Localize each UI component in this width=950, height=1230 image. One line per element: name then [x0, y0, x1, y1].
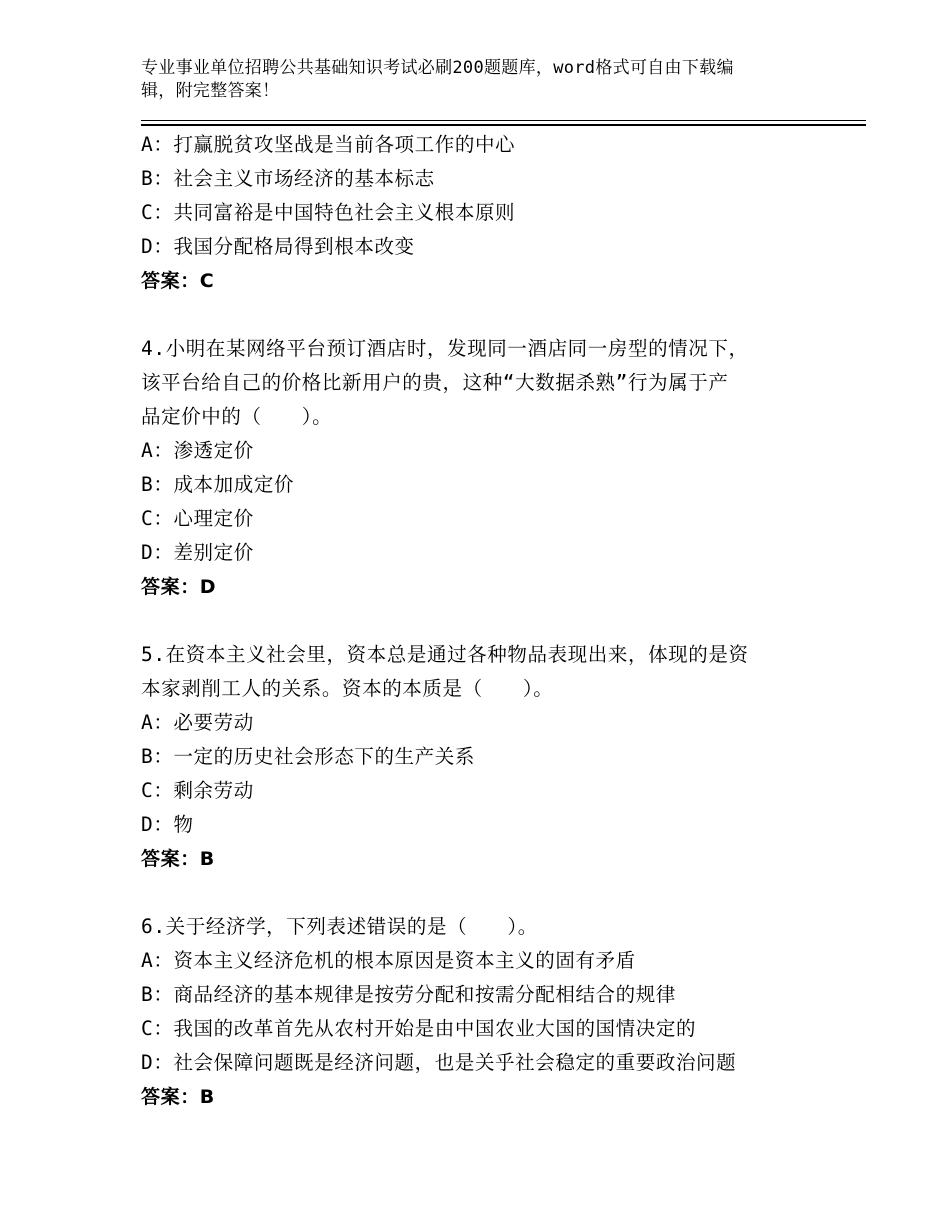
option-d: D：我国分配格局得到根本改变	[141, 235, 415, 258]
header-divider-thin	[141, 120, 866, 121]
option-d: D：物	[141, 813, 194, 836]
page-header	[141, 57, 791, 103]
question-stem-line: 4.小明在某网络平台预订酒店时，发现同一酒店同一房型的情况下，	[141, 337, 749, 360]
option-c: C：剩余劳动	[141, 779, 254, 802]
answer: 答案：D	[141, 576, 217, 598]
question-6	[141, 910, 821, 1114]
question-5	[141, 638, 821, 876]
question-stem-line: 该平台给自己的价格比新用户的贵，这种“大数据杀熟”行为属于产	[141, 371, 729, 394]
question-3	[141, 128, 821, 298]
option-b: B：社会主义市场经济的基本标志	[141, 167, 435, 190]
option-b: B：商品经济的基本规律是按劳分配和按需分配相结合的规律	[141, 983, 676, 1006]
option-d: D：差别定价	[141, 541, 254, 564]
spacer	[141, 298, 821, 332]
answer: 答案：C	[141, 270, 215, 292]
option-a: A：打赢脱贫攻坚战是当前各项工作的中心	[141, 133, 516, 156]
option-b: B：一定的历史社会形态下的生产关系	[141, 745, 475, 768]
answer: 答案：B	[141, 848, 215, 870]
spacer	[141, 604, 821, 638]
header-line-2: 辑，附完整答案！	[141, 81, 280, 101]
header-line-1: 专业事业单位招聘公共基础知识考试必刷200题题库，word格式可自由下载编	[141, 58, 734, 78]
answer: 答案：B	[141, 1086, 215, 1108]
spacer	[141, 876, 821, 910]
option-a: A：渗透定价	[141, 439, 254, 462]
option-b: B：成本加成定价	[141, 473, 295, 496]
question-4	[141, 332, 821, 604]
option-c: C：我国的改革首先从农村开始是由中国农业大国的国情决定的	[141, 1017, 697, 1040]
question-stem-line: 6.关于经济学，下列表述错误的是（ ）。	[141, 915, 538, 938]
question-stem-line: 5.在资本主义社会里，资本总是通过各种物品表现出来，体现的是资	[141, 643, 749, 666]
option-d: D：社会保障问题既是经济问题，也是关乎社会稳定的重要政治问题	[141, 1051, 737, 1074]
option-c: C：共同富裕是中国特色社会主义根本原则	[141, 201, 516, 224]
question-content	[141, 128, 821, 1114]
question-stem-line: 品定价中的（ ）。	[141, 405, 333, 428]
option-a: A：资本主义经济危机的根本原因是资本主义的固有矛盾	[141, 949, 636, 972]
question-stem-line: 本家剥削工人的关系。资本的本质是（ ）。	[141, 677, 554, 700]
option-a: A：必要劳动	[141, 711, 254, 734]
option-c: C：心理定价	[141, 507, 254, 530]
header-divider-thick	[141, 124, 866, 126]
